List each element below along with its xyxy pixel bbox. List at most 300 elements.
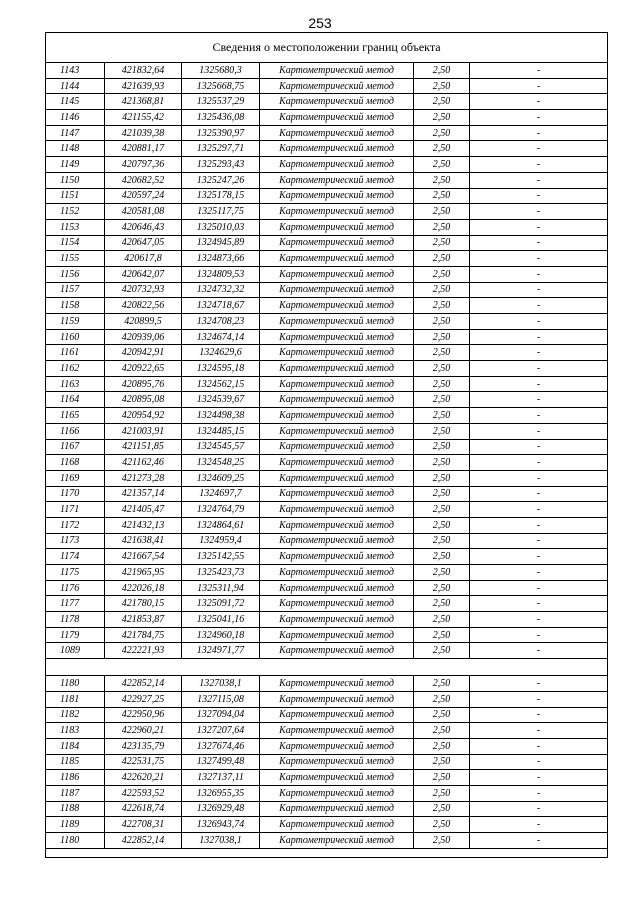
- table-row: [46, 785, 607, 801]
- x-coordinate-cell: 421003,91: [105, 423, 182, 439]
- description-cell: -: [470, 801, 608, 817]
- point-number-cell: 1147: [46, 125, 105, 141]
- table-row: [46, 723, 607, 739]
- y-coordinate-cell: 1326929,48: [182, 801, 260, 817]
- table-row: [46, 408, 607, 424]
- table-row: [46, 345, 607, 361]
- description-cell: -: [470, 282, 608, 298]
- x-coordinate-cell: 420881,17: [105, 141, 182, 157]
- method-cell: Картометрический метод: [260, 517, 414, 533]
- accuracy-cell: 2,50: [414, 408, 470, 424]
- table-row: [46, 141, 607, 157]
- point-number-cell: 1166: [46, 423, 105, 439]
- table-row: [46, 204, 607, 220]
- description-cell: -: [470, 235, 608, 251]
- y-coordinate-cell: 1325668,75: [182, 78, 260, 94]
- y-coordinate-cell: 1324498,38: [182, 408, 260, 424]
- accuracy-cell: 2,50: [414, 580, 470, 596]
- method-cell: Картометрический метод: [260, 204, 414, 220]
- description-cell: -: [470, 78, 608, 94]
- method-cell: Картометрический метод: [260, 785, 414, 801]
- description-cell: -: [470, 486, 608, 502]
- description-cell: -: [470, 707, 608, 723]
- table-row: [46, 329, 607, 345]
- description-cell: -: [470, 125, 608, 141]
- method-cell: Картометрический метод: [260, 282, 414, 298]
- table-row: [46, 172, 607, 188]
- y-coordinate-cell: 1327115,08: [182, 691, 260, 707]
- table-row: [46, 439, 607, 455]
- description-cell: -: [470, 188, 608, 204]
- y-coordinate-cell: 1324595,18: [182, 361, 260, 377]
- method-cell: Картометрический метод: [260, 533, 414, 549]
- description-cell: -: [470, 770, 608, 786]
- x-coordinate-cell: 422026,18: [105, 580, 182, 596]
- point-number-cell: 1187: [46, 785, 105, 801]
- x-coordinate-cell: 420939,06: [105, 329, 182, 345]
- x-coordinate-cell: 421357,14: [105, 486, 182, 502]
- y-coordinate-cell: 1327499,48: [182, 754, 260, 770]
- x-coordinate-cell: 421639,93: [105, 78, 182, 94]
- method-cell: Картометрический метод: [260, 314, 414, 330]
- table-row: [46, 817, 607, 833]
- table-row: [46, 549, 607, 565]
- description-cell: -: [470, 172, 608, 188]
- table-row: [46, 801, 607, 817]
- x-coordinate-cell: 422950,96: [105, 707, 182, 723]
- x-coordinate-cell: 422852,14: [105, 676, 182, 692]
- method-cell: Картометрический метод: [260, 801, 414, 817]
- method-cell: Картометрический метод: [260, 580, 414, 596]
- accuracy-cell: 2,50: [414, 754, 470, 770]
- y-coordinate-cell: 1324959,4: [182, 533, 260, 549]
- point-number-cell: 1174: [46, 549, 105, 565]
- y-coordinate-cell: 1327038,1: [182, 676, 260, 692]
- description-cell: -: [470, 627, 608, 643]
- x-coordinate-cell: 421638,41: [105, 533, 182, 549]
- method-cell: Картометрический метод: [260, 408, 414, 424]
- x-coordinate-cell: 421780,15: [105, 596, 182, 612]
- description-cell: -: [470, 785, 608, 801]
- x-coordinate-cell: 420647,05: [105, 235, 182, 251]
- accuracy-cell: 2,50: [414, 282, 470, 298]
- accuracy-cell: 2,50: [414, 486, 470, 502]
- x-coordinate-cell: 420899,5: [105, 314, 182, 330]
- accuracy-cell: 2,50: [414, 612, 470, 628]
- x-coordinate-cell: 422927,25: [105, 691, 182, 707]
- point-number-cell: 1154: [46, 235, 105, 251]
- point-number-cell: 1178: [46, 612, 105, 628]
- accuracy-cell: 2,50: [414, 676, 470, 692]
- y-coordinate-cell: 1324732,32: [182, 282, 260, 298]
- method-cell: Картометрический метод: [260, 376, 414, 392]
- accuracy-cell: 2,50: [414, 707, 470, 723]
- description-cell: -: [470, 580, 608, 596]
- method-cell: Картометрический метод: [260, 596, 414, 612]
- x-coordinate-cell: 421853,87: [105, 612, 182, 628]
- point-number-cell: 1185: [46, 754, 105, 770]
- x-coordinate-cell: 420895,76: [105, 376, 182, 392]
- x-coordinate-cell: 421667,54: [105, 549, 182, 565]
- y-coordinate-cell: 1324562,15: [182, 376, 260, 392]
- accuracy-cell: 2,50: [414, 723, 470, 739]
- y-coordinate-cell: 1325293,43: [182, 157, 260, 173]
- description-cell: -: [470, 251, 608, 267]
- point-number-cell: 1158: [46, 298, 105, 314]
- table-row: [46, 596, 607, 612]
- point-number-cell: 1163: [46, 376, 105, 392]
- table-row: [46, 282, 607, 298]
- point-number-cell: 1156: [46, 266, 105, 282]
- y-coordinate-cell: 1325680,3: [182, 63, 260, 78]
- accuracy-cell: 2,50: [414, 392, 470, 408]
- table-row: [46, 392, 607, 408]
- point-number-cell: 1179: [46, 627, 105, 643]
- y-coordinate-cell: 1324545,57: [182, 439, 260, 455]
- x-coordinate-cell: 420581,08: [105, 204, 182, 220]
- x-coordinate-cell: 421432,13: [105, 517, 182, 533]
- description-cell: -: [470, 439, 608, 455]
- point-number-cell: 1143: [46, 63, 105, 78]
- accuracy-cell: 2,50: [414, 78, 470, 94]
- accuracy-cell: 2,50: [414, 157, 470, 173]
- table-row: [46, 63, 607, 78]
- method-cell: Картометрический метод: [260, 172, 414, 188]
- point-number-cell: 1171: [46, 502, 105, 518]
- accuracy-cell: 2,50: [414, 188, 470, 204]
- x-coordinate-cell: 421273,28: [105, 470, 182, 486]
- table-row: [46, 533, 607, 549]
- point-number-cell: 1173: [46, 533, 105, 549]
- description-cell: -: [470, 219, 608, 235]
- y-coordinate-cell: 1324718,67: [182, 298, 260, 314]
- x-coordinate-cell: 422593,52: [105, 785, 182, 801]
- table-row: [46, 707, 607, 723]
- method-cell: Картометрический метод: [260, 691, 414, 707]
- y-coordinate-cell: 1325142,55: [182, 549, 260, 565]
- y-coordinate-cell: 1327674,46: [182, 738, 260, 754]
- accuracy-cell: 2,50: [414, 235, 470, 251]
- accuracy-cell: 2,50: [414, 643, 470, 659]
- accuracy-cell: 2,50: [414, 361, 470, 377]
- method-cell: Картометрический метод: [260, 423, 414, 439]
- table-row: [46, 94, 607, 110]
- point-number-cell: 1162: [46, 361, 105, 377]
- x-coordinate-cell: 422960,21: [105, 723, 182, 739]
- y-coordinate-cell: 1325311,94: [182, 580, 260, 596]
- point-number-cell: 1161: [46, 345, 105, 361]
- method-cell: Картометрический метод: [260, 157, 414, 173]
- accuracy-cell: 2,50: [414, 63, 470, 78]
- point-number-cell: 1151: [46, 188, 105, 204]
- table-row: [46, 770, 607, 786]
- method-cell: Картометрический метод: [260, 329, 414, 345]
- y-coordinate-cell: 1324548,25: [182, 455, 260, 471]
- method-cell: Картометрический метод: [260, 455, 414, 471]
- accuracy-cell: 2,50: [414, 423, 470, 439]
- x-coordinate-cell: 421162,46: [105, 455, 182, 471]
- method-cell: Картометрический метод: [260, 125, 414, 141]
- x-coordinate-cell: 423135,79: [105, 738, 182, 754]
- accuracy-cell: 2,50: [414, 455, 470, 471]
- y-coordinate-cell: 1325436,08: [182, 110, 260, 126]
- description-cell: -: [470, 408, 608, 424]
- point-number-cell: 1167: [46, 439, 105, 455]
- accuracy-cell: 2,50: [414, 565, 470, 581]
- y-coordinate-cell: 1324873,66: [182, 251, 260, 267]
- accuracy-cell: 2,50: [414, 549, 470, 565]
- table-heading: Сведения о местоположении границ объекта: [46, 33, 607, 63]
- description-cell: -: [470, 612, 608, 628]
- accuracy-cell: 2,50: [414, 298, 470, 314]
- point-number-cell: 1148: [46, 141, 105, 157]
- description-cell: -: [470, 455, 608, 471]
- accuracy-cell: 2,50: [414, 833, 470, 849]
- description-cell: -: [470, 110, 608, 126]
- point-number-cell: 1183: [46, 723, 105, 739]
- accuracy-cell: 2,50: [414, 94, 470, 110]
- accuracy-cell: 2,50: [414, 596, 470, 612]
- y-coordinate-cell: 1324764,79: [182, 502, 260, 518]
- method-cell: Картометрический метод: [260, 251, 414, 267]
- method-cell: Картометрический метод: [260, 78, 414, 94]
- separator-cell: [46, 659, 607, 676]
- accuracy-cell: 2,50: [414, 817, 470, 833]
- method-cell: Картометрический метод: [260, 392, 414, 408]
- table-row: [46, 423, 607, 439]
- description-cell: -: [470, 738, 608, 754]
- x-coordinate-cell: 420617,8: [105, 251, 182, 267]
- y-coordinate-cell: 1324945,89: [182, 235, 260, 251]
- table-row: [46, 565, 607, 581]
- point-number-cell: 1189: [46, 817, 105, 833]
- description-cell: -: [470, 533, 608, 549]
- accuracy-cell: 2,50: [414, 110, 470, 126]
- table-row: [46, 738, 607, 754]
- accuracy-cell: 2,50: [414, 770, 470, 786]
- x-coordinate-cell: 420682,52: [105, 172, 182, 188]
- y-coordinate-cell: 1325041,16: [182, 612, 260, 628]
- table-row: [46, 502, 607, 518]
- x-coordinate-cell: 421155,42: [105, 110, 182, 126]
- accuracy-cell: 2,50: [414, 266, 470, 282]
- page-number: 253: [308, 15, 332, 31]
- x-coordinate-cell: 421832,64: [105, 63, 182, 78]
- x-coordinate-cell: 422852,14: [105, 833, 182, 849]
- point-number-cell: 1152: [46, 204, 105, 220]
- description-cell: -: [470, 517, 608, 533]
- method-cell: Картометрический метод: [260, 707, 414, 723]
- x-coordinate-cell: 420895,08: [105, 392, 182, 408]
- description-cell: -: [470, 376, 608, 392]
- point-number-cell: 1160: [46, 329, 105, 345]
- accuracy-cell: 2,50: [414, 502, 470, 518]
- description-cell: -: [470, 565, 608, 581]
- method-cell: Картометрический метод: [260, 627, 414, 643]
- y-coordinate-cell: 1324864,61: [182, 517, 260, 533]
- x-coordinate-cell: 420797,36: [105, 157, 182, 173]
- description-cell: -: [470, 833, 608, 849]
- table-row: [46, 298, 607, 314]
- accuracy-cell: 2,50: [414, 691, 470, 707]
- x-coordinate-cell: 422618,74: [105, 801, 182, 817]
- accuracy-cell: 2,50: [414, 801, 470, 817]
- y-coordinate-cell: 1324809,53: [182, 266, 260, 282]
- y-coordinate-cell: 1324539,67: [182, 392, 260, 408]
- description-cell: -: [470, 817, 608, 833]
- y-coordinate-cell: 1325423,73: [182, 565, 260, 581]
- x-coordinate-cell: 421965,95: [105, 565, 182, 581]
- accuracy-cell: 2,50: [414, 627, 470, 643]
- point-number-cell: 1180: [46, 833, 105, 849]
- method-cell: Картометрический метод: [260, 361, 414, 377]
- method-cell: Картометрический метод: [260, 770, 414, 786]
- method-cell: Картометрический метод: [260, 266, 414, 282]
- accuracy-cell: 2,50: [414, 470, 470, 486]
- coordinates-table: [46, 63, 607, 849]
- method-cell: Картометрический метод: [260, 235, 414, 251]
- y-coordinate-cell: 1327038,1: [182, 833, 260, 849]
- table-row: [46, 580, 607, 596]
- point-number-cell: 1165: [46, 408, 105, 424]
- table-row: [46, 486, 607, 502]
- point-number-cell: 1159: [46, 314, 105, 330]
- y-coordinate-cell: 1324960,18: [182, 627, 260, 643]
- table-row: [46, 376, 607, 392]
- accuracy-cell: 2,50: [414, 251, 470, 267]
- x-coordinate-cell: 420942,91: [105, 345, 182, 361]
- description-cell: -: [470, 754, 608, 770]
- description-cell: -: [470, 94, 608, 110]
- table-row: [46, 754, 607, 770]
- point-number-cell: 1145: [46, 94, 105, 110]
- x-coordinate-cell: 420954,92: [105, 408, 182, 424]
- y-coordinate-cell: 1327207,64: [182, 723, 260, 739]
- point-number-cell: 1182: [46, 707, 105, 723]
- method-cell: Картометрический метод: [260, 298, 414, 314]
- description-cell: -: [470, 392, 608, 408]
- accuracy-cell: 2,50: [414, 517, 470, 533]
- y-coordinate-cell: 1324971,77: [182, 643, 260, 659]
- table-row: [46, 110, 607, 126]
- table-row: [46, 125, 607, 141]
- accuracy-cell: 2,50: [414, 141, 470, 157]
- point-number-cell: 1177: [46, 596, 105, 612]
- table-row: [46, 517, 607, 533]
- description-cell: -: [470, 502, 608, 518]
- x-coordinate-cell: 421039,38: [105, 125, 182, 141]
- x-coordinate-cell: 421405,47: [105, 502, 182, 518]
- method-cell: Картометрический метод: [260, 439, 414, 455]
- description-cell: -: [470, 691, 608, 707]
- y-coordinate-cell: 1325537,29: [182, 94, 260, 110]
- description-cell: -: [470, 329, 608, 345]
- x-coordinate-cell: 421368,81: [105, 94, 182, 110]
- accuracy-cell: 2,50: [414, 204, 470, 220]
- point-number-cell: 1149: [46, 157, 105, 173]
- method-cell: Картометрический метод: [260, 188, 414, 204]
- table-row: [46, 691, 607, 707]
- y-coordinate-cell: 1324485,15: [182, 423, 260, 439]
- description-cell: -: [470, 298, 608, 314]
- point-number-cell: 1089: [46, 643, 105, 659]
- point-number-cell: 1180: [46, 676, 105, 692]
- accuracy-cell: 2,50: [414, 785, 470, 801]
- x-coordinate-cell: 422221,93: [105, 643, 182, 659]
- method-cell: Картометрический метод: [260, 470, 414, 486]
- method-cell: Картометрический метод: [260, 63, 414, 78]
- accuracy-cell: 2,50: [414, 172, 470, 188]
- accuracy-cell: 2,50: [414, 439, 470, 455]
- table-row: [46, 676, 607, 692]
- point-number-cell: 1172: [46, 517, 105, 533]
- accuracy-cell: 2,50: [414, 345, 470, 361]
- point-number-cell: 1144: [46, 78, 105, 94]
- y-coordinate-cell: 1324674,14: [182, 329, 260, 345]
- y-coordinate-cell: 1324629,6: [182, 345, 260, 361]
- y-coordinate-cell: 1325178,15: [182, 188, 260, 204]
- description-cell: -: [470, 470, 608, 486]
- y-coordinate-cell: 1324708,23: [182, 314, 260, 330]
- description-cell: -: [470, 549, 608, 565]
- point-number-cell: 1169: [46, 470, 105, 486]
- point-number-cell: 1188: [46, 801, 105, 817]
- method-cell: Картометрический метод: [260, 502, 414, 518]
- point-number-cell: 1164: [46, 392, 105, 408]
- accuracy-cell: 2,50: [414, 329, 470, 345]
- x-coordinate-cell: 421784,75: [105, 627, 182, 643]
- method-cell: Картометрический метод: [260, 723, 414, 739]
- table-row: [46, 627, 607, 643]
- point-number-cell: 1186: [46, 770, 105, 786]
- description-cell: -: [470, 314, 608, 330]
- description-cell: -: [470, 204, 608, 220]
- point-number-cell: 1153: [46, 219, 105, 235]
- method-cell: Картометрический метод: [260, 565, 414, 581]
- method-cell: Картометрический метод: [260, 833, 414, 849]
- description-cell: -: [470, 157, 608, 173]
- accuracy-cell: 2,50: [414, 219, 470, 235]
- description-cell: -: [470, 63, 608, 78]
- point-number-cell: 1146: [46, 110, 105, 126]
- x-coordinate-cell: 420822,56: [105, 298, 182, 314]
- x-coordinate-cell: 422620,21: [105, 770, 182, 786]
- table-row: [46, 612, 607, 628]
- method-cell: Картометрический метод: [260, 549, 414, 565]
- point-number-cell: 1150: [46, 172, 105, 188]
- method-cell: Картометрический метод: [260, 141, 414, 157]
- method-cell: Картометрический метод: [260, 94, 414, 110]
- point-number-cell: 1184: [46, 738, 105, 754]
- table-row: [46, 833, 607, 849]
- table-row: [46, 266, 607, 282]
- table-row: [46, 643, 607, 659]
- method-cell: Картометрический метод: [260, 738, 414, 754]
- group-separator: [46, 659, 607, 676]
- x-coordinate-cell: 422708,31: [105, 817, 182, 833]
- y-coordinate-cell: 1327137,11: [182, 770, 260, 786]
- point-number-cell: 1155: [46, 251, 105, 267]
- coordinates-table-frame: [45, 32, 608, 858]
- point-number-cell: 1176: [46, 580, 105, 596]
- description-cell: -: [470, 643, 608, 659]
- x-coordinate-cell: 420597,24: [105, 188, 182, 204]
- description-cell: -: [470, 423, 608, 439]
- accuracy-cell: 2,50: [414, 533, 470, 549]
- x-coordinate-cell: 420642,07: [105, 266, 182, 282]
- method-cell: Картометрический метод: [260, 345, 414, 361]
- point-number-cell: 1170: [46, 486, 105, 502]
